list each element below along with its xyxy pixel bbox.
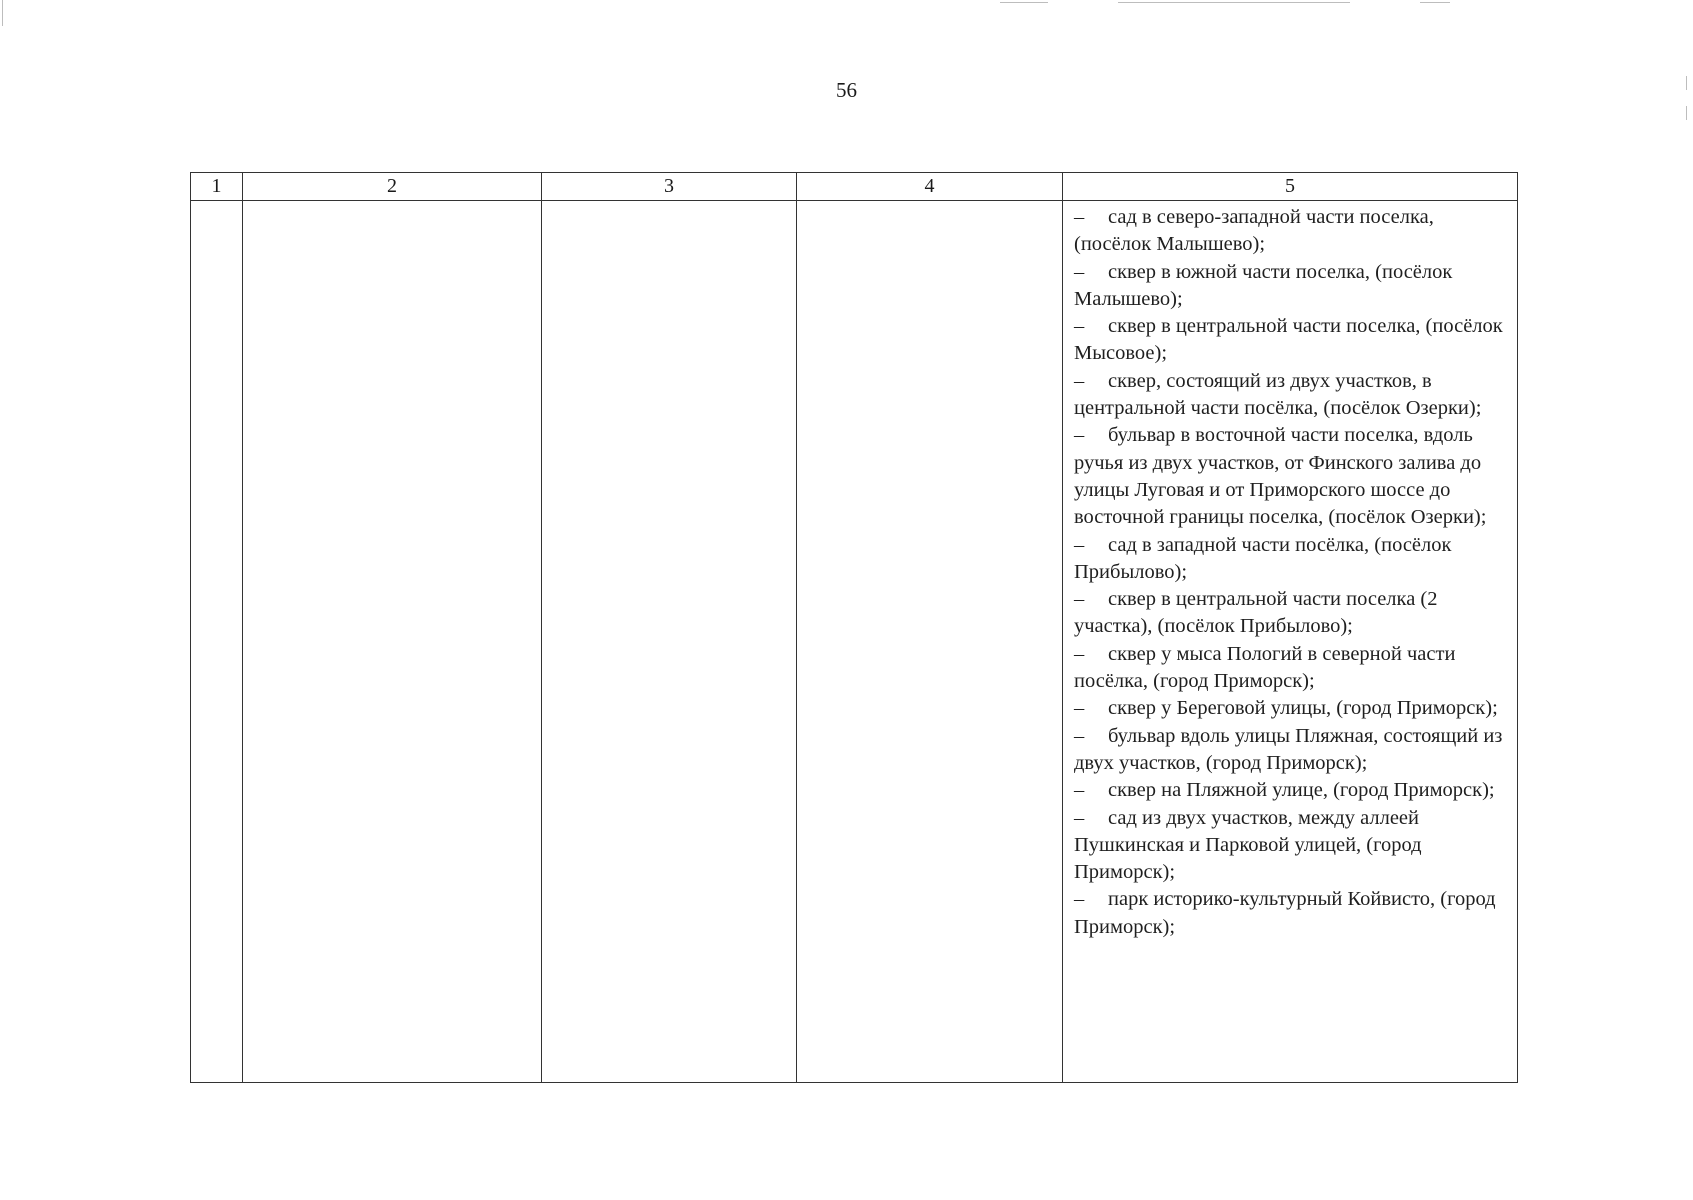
column-header-2: 2 <box>243 173 542 201</box>
column-header-4: 4 <box>797 173 1063 201</box>
scan-artifact <box>1118 2 1350 3</box>
column-header-3: 3 <box>542 173 797 201</box>
cell-col5 <box>1063 201 1518 1083</box>
cell-col2 <box>243 201 542 1083</box>
list-item-text: сквер в центральной части поселка, (посёлок Мысовое); <box>1074 315 1503 365</box>
list-item-text: сад в северо-западной части поселка, (посёлок Малышево); <box>1074 206 1434 256</box>
list-item <box>1074 641 1509 696</box>
scan-artifact <box>1000 2 1048 3</box>
item-marker: – <box>1074 533 1085 556</box>
item-marker: – <box>1074 315 1085 338</box>
cell-col3 <box>542 201 797 1083</box>
list-item-text: бульвар вдоль улицы Пляжная, состоящий из двух участков, (город Приморск); <box>1074 724 1503 774</box>
list-item-text: сквер на Пляжной улице, (город Приморск); <box>1108 779 1495 802</box>
item-marker: – <box>1074 424 1085 447</box>
scan-artifact <box>2 0 3 26</box>
list-item-text: сад в западной части посёлка, (посёлок Прибылово); <box>1074 533 1452 583</box>
item-marker: – <box>1074 697 1085 720</box>
cell-col1 <box>191 201 243 1083</box>
item-marker: – <box>1074 260 1085 283</box>
list-item <box>1074 586 1509 641</box>
document-table <box>190 172 1518 1083</box>
item-marker: – <box>1074 779 1085 802</box>
list-item-text: сквер, состоящий из двух участков, в центральной части посёлка, (посёлок Озерки); <box>1074 369 1482 420</box>
item-marker: – <box>1074 588 1085 611</box>
list-item-text: сквер в южной части поселка, (посёлок Малышево); <box>1074 260 1453 310</box>
item-marker: – <box>1074 206 1085 228</box>
table-row <box>191 201 1518 1083</box>
list-item-text: сквер у Береговой улицы, (город Приморск); <box>1108 697 1498 720</box>
list-item <box>1074 313 1509 368</box>
list-item-text: бульвар в восточной части поселка, вдоль ручья из двух участков, от Финского залива до улицы Луговая и от Приморского шоссе до восточной границы поселка, (посёлок Озерки); <box>1074 424 1487 529</box>
item-marker: – <box>1074 806 1085 829</box>
scan-artifact <box>1420 2 1450 3</box>
item-marker: – <box>1074 888 1085 911</box>
cell-col4 <box>797 201 1063 1083</box>
item-marker: – <box>1074 642 1085 665</box>
list-item <box>1074 204 1509 259</box>
list-item <box>1074 532 1509 587</box>
items-list <box>1074 204 1509 941</box>
list-item-text: сад из двух участков, между аллеей Пушкинская и Парковой улицей, (город Приморск); <box>1074 806 1422 884</box>
list-item <box>1074 259 1509 314</box>
list-item-text: парк историко-культурный Койвисто, (город Приморск); <box>1074 888 1496 938</box>
item-marker: – <box>1074 369 1085 392</box>
list-item <box>1074 695 1509 722</box>
column-header-1: 1 <box>191 173 243 201</box>
list-item <box>1074 723 1509 778</box>
list-item <box>1074 777 1509 804</box>
scan-artifact <box>1686 106 1687 120</box>
list-item-text: сквер в центральной части поселка (2 участка), (посёлок Прибылово); <box>1074 588 1438 638</box>
table-header-row <box>191 173 1518 201</box>
item-marker: – <box>1074 724 1085 747</box>
column-header-5: 5 <box>1063 173 1518 201</box>
list-item-text: сквер у мыса Пологий в северной части посёлка, (город Приморск); <box>1074 642 1456 693</box>
page-number: 56 <box>836 78 857 102</box>
list-item <box>1074 422 1509 531</box>
list-item <box>1074 805 1509 887</box>
list-item <box>1074 886 1509 941</box>
list-item <box>1074 368 1509 423</box>
